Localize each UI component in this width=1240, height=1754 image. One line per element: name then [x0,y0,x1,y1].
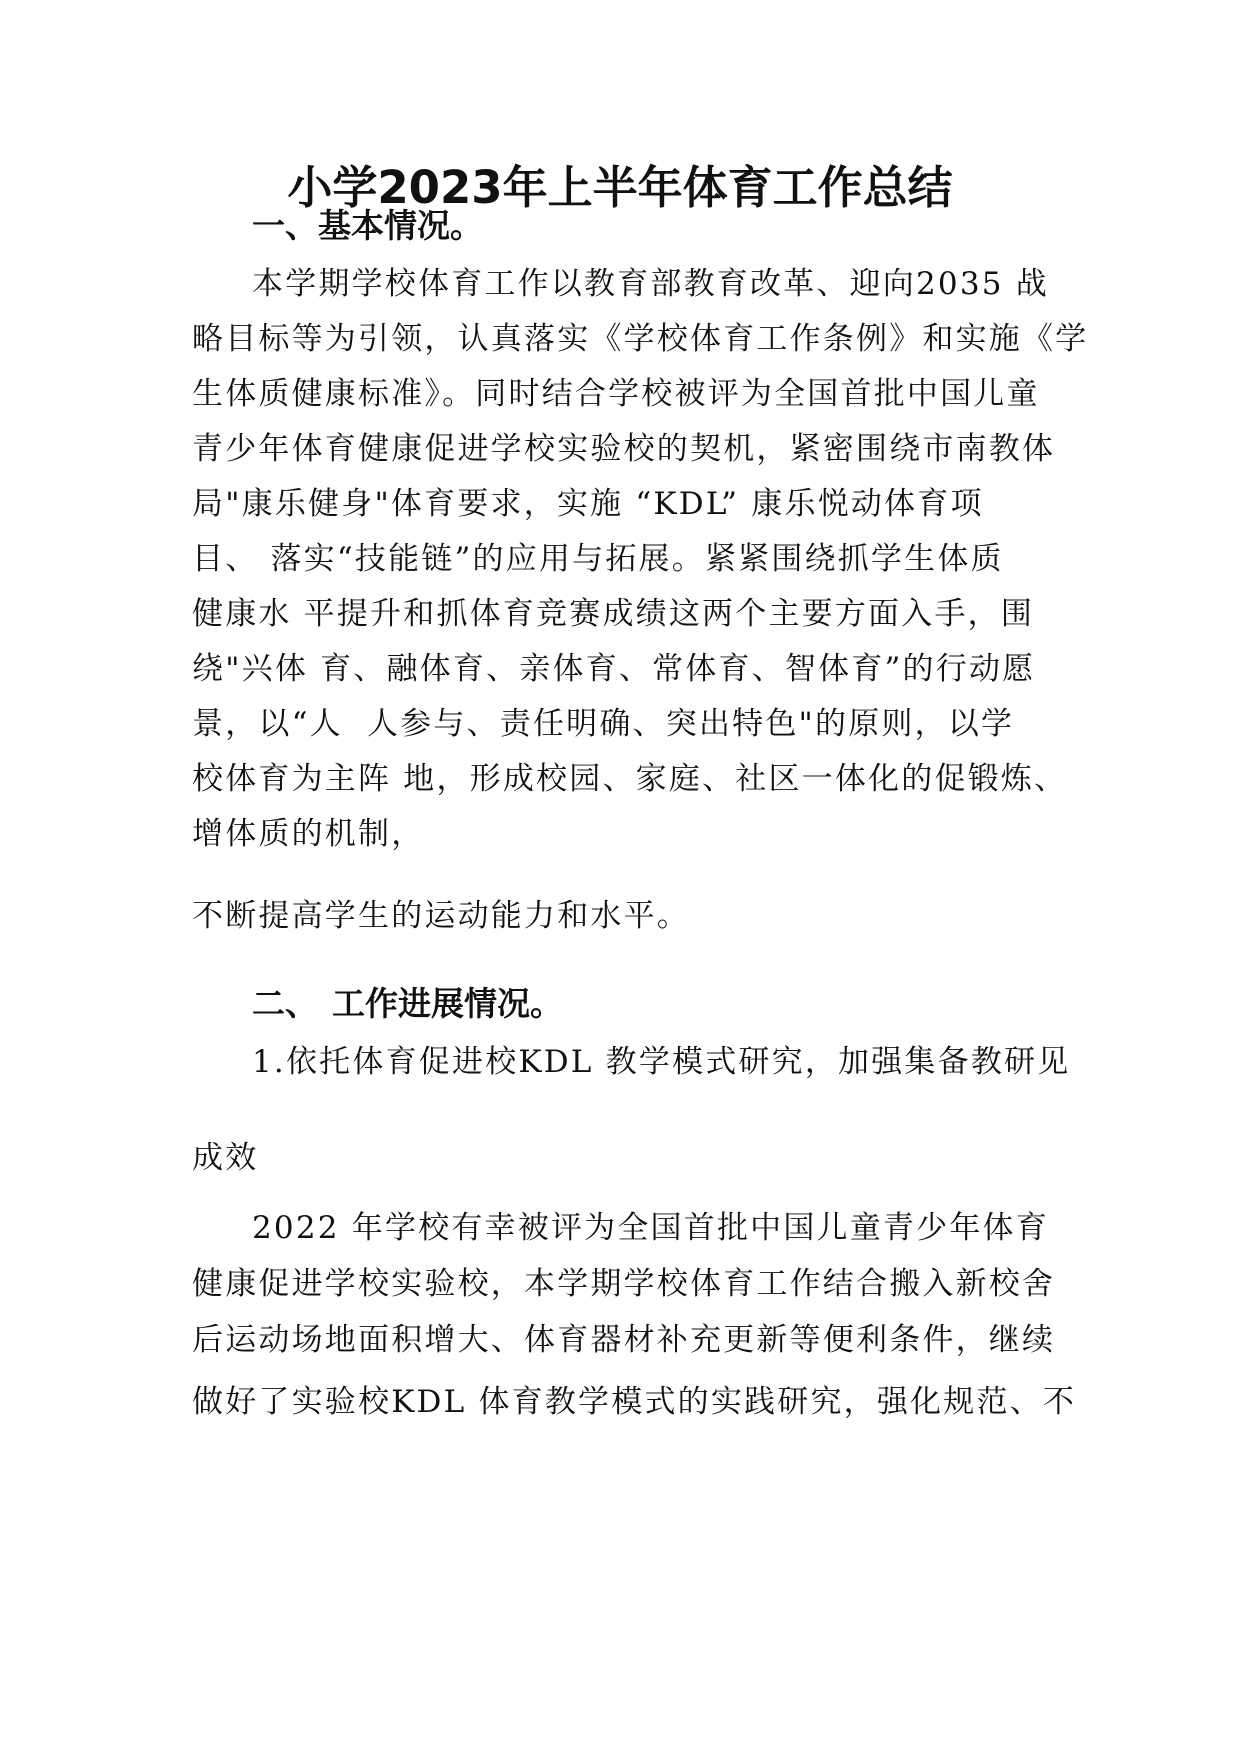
paragraph-line: 景，以“人 人参与、责任明确、突出特色"的原则，以学 [192,706,1015,742]
paragraph-line: 局"康乐健身"体育要求，实施 “KDL” 康乐悦动体育项 [192,486,984,522]
section-heading-progress [252,982,563,1026]
paragraph-line: 不断提高学生的运动能力和水平。 [192,898,690,934]
paragraph-line: 生体质健康标准》。同时结合学校被评为全国首批中国儿童 [192,376,1040,412]
section-number: 二、 [252,984,318,1023]
paragraph-line: 增体质的机制， [192,816,425,852]
section-heading-basic: 一、基本情况。 [252,206,483,245]
section-heading-text: 工作进展情况。 [332,984,563,1023]
paragraph-line: 健康水 平提升和抓体育竞赛成绩这两个主要方面入手，围 [192,596,1035,632]
paragraph-line: 略目标等为引领，认真落实《学校体育工作条例》和实施《学 [192,321,1089,357]
subheading-line: 成效 [192,1140,259,1176]
paragraph-line: 校体育为主阵 地，形成校园、家庭、社区一体化的促锻炼、 [192,761,1068,797]
paragraph-line: 2022 年学校有幸被评为全国首批中国儿童青少年体育 [252,1210,1049,1246]
paragraph-line: 目、 落实“技能链”的应用与拓展。紧紧围绕抓学生体质 [192,541,1004,577]
paragraph-line: 健康促进学校实验校，本学期学校体育工作结合搬入新校舍 [192,1266,1056,1302]
subheading-line: 1.依托体育促进校KDL 教学模式研究，加强集备教研见 [252,1044,1071,1080]
document-title: 小学2023年上半年体育工作总结 [287,161,953,214]
paragraph-line: 青少年体育健康促进学校实验校的契机，紧密围绕市南教体 [192,431,1056,467]
paragraph-line: 绕"兴体 育、融体育、亲体育、常体育、智体育”的行动愿 [192,651,1036,687]
paragraph-line: 后运动场地面积增大、体育器材补充更新等便利条件，继续 [192,1322,1056,1358]
paragraph-line: 本学期学校体育工作以教育部教育改革、迎向2035 战 [252,266,1049,302]
paragraph-line: 做好了实验校KDL 体育教学模式的实践研究，强化规范、不 [192,1384,1077,1420]
